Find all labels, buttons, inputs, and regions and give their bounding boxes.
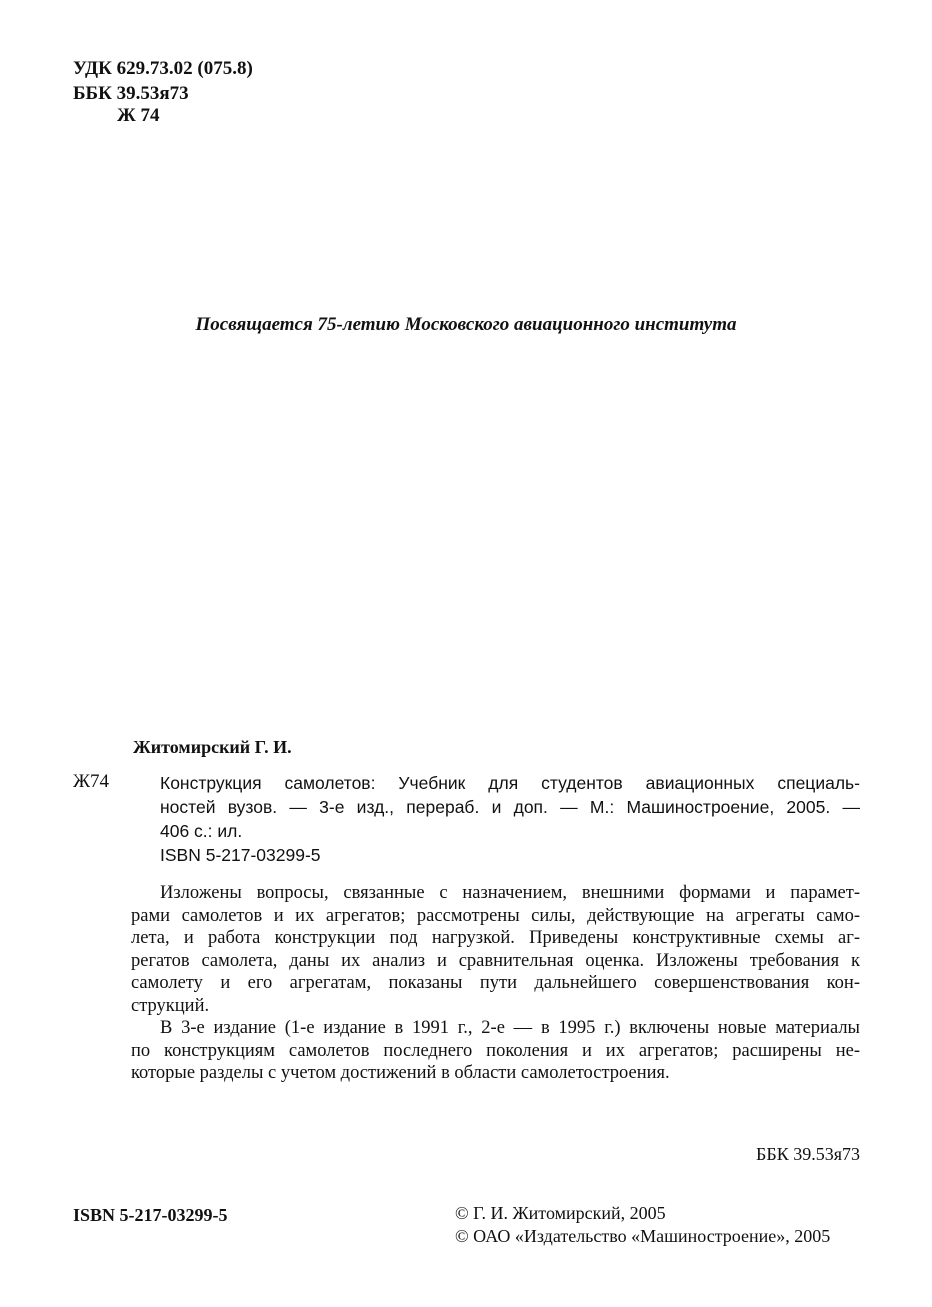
bibliographic-description (160, 771, 860, 867)
abstract-line: лета, и работа конструкции под нагрузкой. Приведены конструктивные схемы аг- (131, 928, 860, 948)
abstract (131, 882, 860, 1085)
biblio-line: ностей вузов. — 3-е изд., перераб. и доп. — М.: Машиностроение, 2005. — (160, 797, 860, 817)
udk-code: УДК 629.73.02 (075.8) (73, 58, 253, 79)
abstract-line: струкций. (131, 995, 210, 1016)
abstract-line: В 3-е издание (1-е издание в 1991 г., 2-е — в 1995 г.) включены новые материалы (160, 1018, 860, 1038)
author-mark: Ж 74 (117, 105, 160, 126)
biblio-line: Конструкция самолетов: Учебник для студентов авиационных специаль- (160, 773, 860, 793)
bbk-code: ББК 39.53я73 (73, 83, 189, 104)
abstract-line: Изложены вопросы, связанные с назначением, внешними формами и парамет- (160, 883, 860, 903)
bbk-code-bottom: ББК 39.53я73 (756, 1144, 860, 1164)
catalog-code: Ж74 (73, 771, 110, 792)
copyright-author: © Г. И. Житомирский, 2005 (455, 1203, 666, 1223)
abstract-line: самолету и его агрегатам, показаны пути дальнейшего совершенствования кон- (131, 973, 860, 993)
abstract-line: регатов самолета, даны их анализ и сравнительная оценка. Изложены требования к (131, 950, 860, 971)
biblio-line: 406 с.: ил. (160, 821, 243, 841)
catalog-author: Житомирский Г. И. (133, 737, 292, 757)
abstract-line: рами самолетов и их агрегатов; рассмотрены силы, действующие на агрегаты само- (131, 905, 860, 926)
isbn: ISBN 5-217-03299-5 (73, 1205, 228, 1225)
biblio-isbn: ISBN 5-217-03299-5 (160, 845, 321, 865)
dedication: Посвящается 75-летию Московского авиационного института (195, 314, 737, 335)
abstract-line: по конструкциям самолетов последнего поколения и их агрегатов; расширены не- (131, 1040, 860, 1061)
abstract-line: которые разделы с учетом достижений в области самолетостроения. (131, 1063, 670, 1083)
copyright-publisher: © ОАО «Издательство «Машиностроение», 2005 (455, 1226, 831, 1246)
